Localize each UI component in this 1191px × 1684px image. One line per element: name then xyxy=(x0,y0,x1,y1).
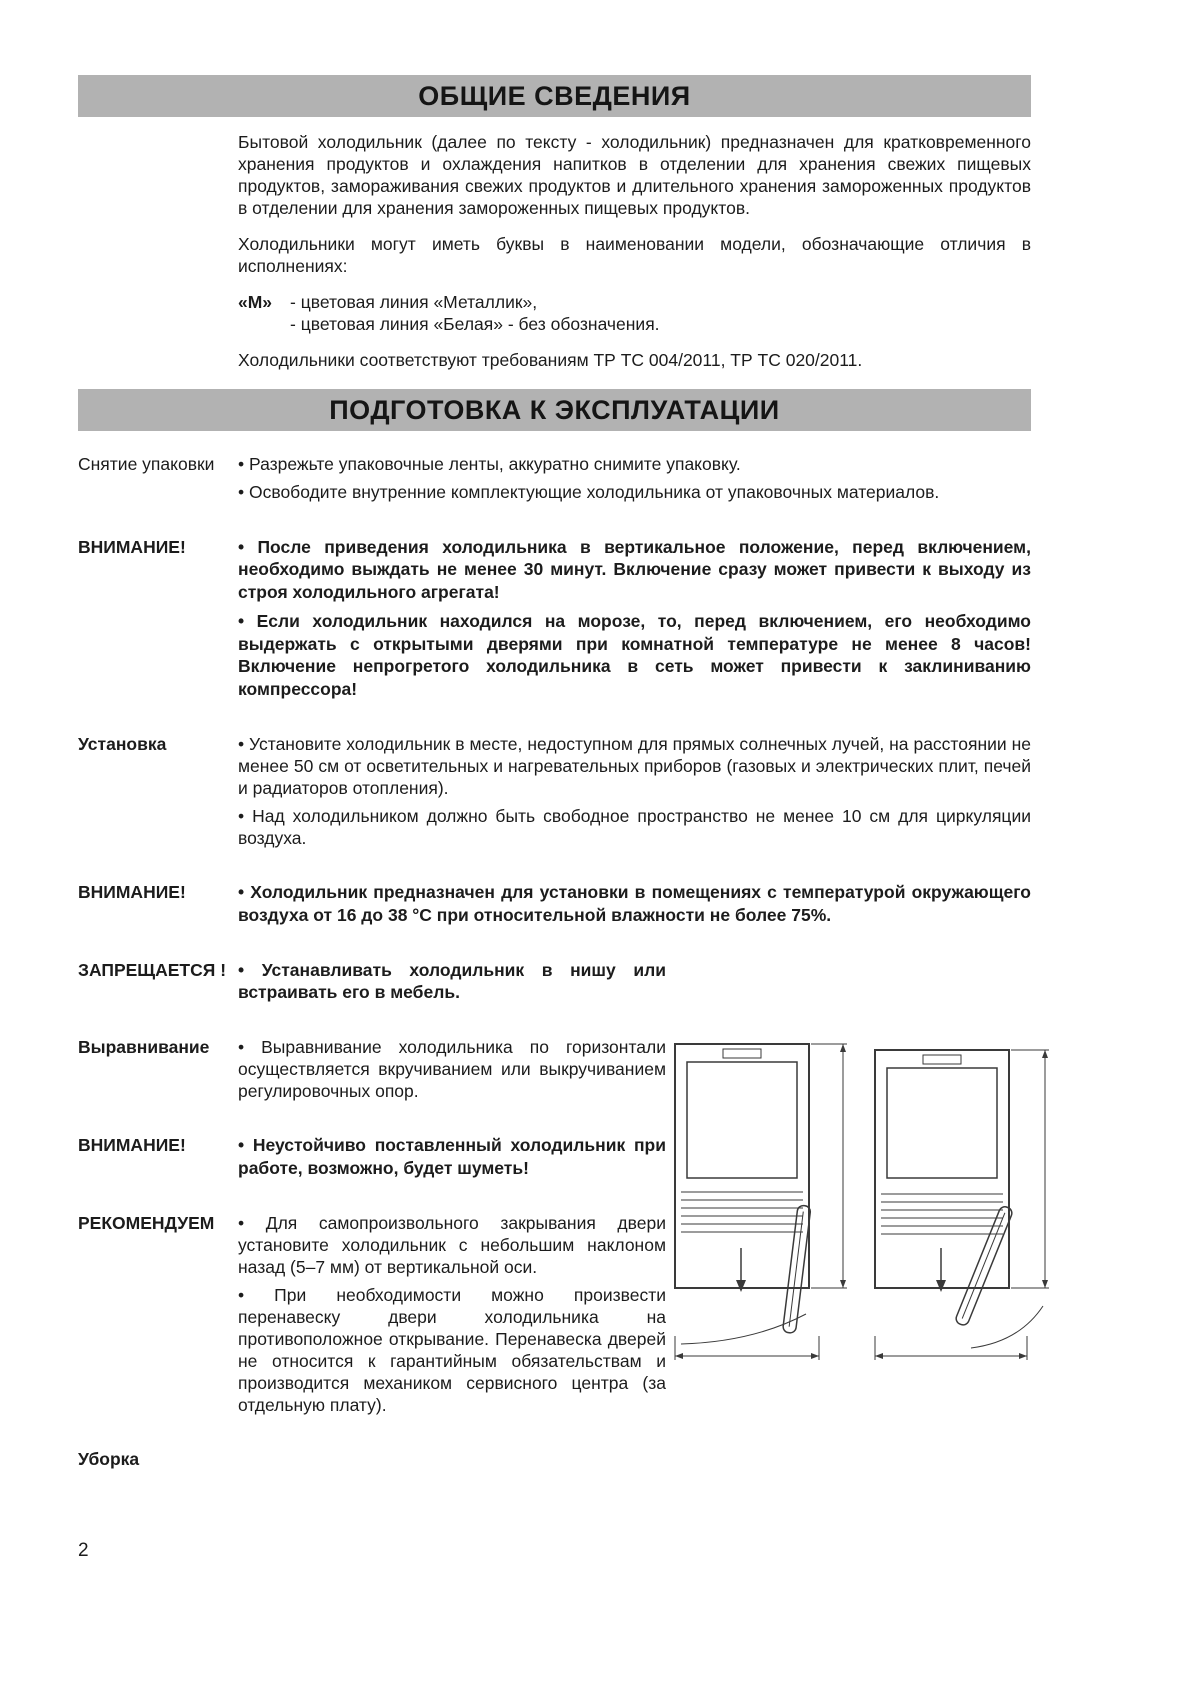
door-swing-figures xyxy=(667,1036,1053,1366)
row-label: РЕКОМЕНДУЕМ xyxy=(78,1212,215,1233)
row-text: • Установите холодильник в месте, недоступном для прямых солнечных лучей, на расстоянии не менее 50 см от осветительных и нагревательных приборов (газовых и электрических плит, печей и радиаторов отопления). xyxy=(238,733,1031,798)
row-attention-2 xyxy=(78,881,1031,933)
preparation-rows xyxy=(78,453,1031,1470)
model-line: - цветовая линия «Металлик», xyxy=(290,292,538,313)
model-color-lines xyxy=(290,291,660,335)
row-text-block xyxy=(238,959,666,1011)
general-intro xyxy=(238,131,1031,371)
row-label: Снятие упаковки xyxy=(78,454,215,475)
row-text: • После приведения холодильника в вертикальное положение, перед включением, необходимо выждать не менее 30 минут. Включение сразу может привести к выходу из строя холодильного агрегата! xyxy=(238,536,1031,603)
row-installation xyxy=(78,733,1031,855)
fridge-door-swing-diagram-left xyxy=(667,1036,853,1366)
row-label: ВНИМАНИЕ! xyxy=(78,882,186,902)
model-letter: «М» xyxy=(238,292,273,313)
row-text-block xyxy=(238,536,1031,707)
row-label: Уборка xyxy=(78,1449,140,1470)
row-text: • Устанавливать холодильник в нишу или встраивать его в мебель. xyxy=(238,959,666,1003)
row-text-block xyxy=(238,881,1031,933)
row-text: • Разрежьте упаковочные ленты, аккуратно снимите упаковку. xyxy=(238,454,741,475)
row-label: Установка xyxy=(78,733,167,754)
rows-with-figures xyxy=(78,1036,1031,1422)
model-line: - цветовая линия «Белая» - без обозначения. xyxy=(290,314,660,335)
section-header-preparation: ПОДГОТОВКА К ЭКСПЛУАТАЦИИ xyxy=(78,389,1031,431)
general-paragraph: Бытовой холодильник (далее по тексту - холодильник) предназначен для кратковременного хранения продуктов и охлаждения напитков в отделении для хранения свежих пищевых продуктов, замораживания свежих продуктов и длительного хранения замороженных продуктов в отделении для хранения замороженных пищевых продуктов. xyxy=(238,132,1031,219)
row-cleaning xyxy=(78,1448,1031,1470)
row-label: ВНИМАНИЕ! xyxy=(78,1135,186,1156)
section-header-general: ОБЩИЕ СВЕДЕНИЯ xyxy=(78,75,1031,117)
row-text: • Если холодильник находился на морозе, то, перед включением, его необходимо выдержать с открытыми дверями при комнатной температуре не менее 8 часов! Включение непрогретого холодильника в сеть может привести к заклиниванию компрессора! xyxy=(238,610,1031,700)
row-text: • Для самопроизвольного закрывания двери установите холодильник с небольшим наклоном назад (5–7 мм) от вертикальной оси. xyxy=(238,1212,666,1277)
row-forbidden xyxy=(78,959,1031,1011)
row-text: • При необходимости можно произвести перенавеску двери холодильника на противоположное открывание. Перенавеска дверей не относится к гарантийным обязательствам и производится механиком сервисного центра (за отдельную плату). xyxy=(238,1284,666,1416)
general-paragraph: Холодильники соответствуют требованиям ТР ТС 004/2011, ТР ТС 020/2011. xyxy=(238,350,863,371)
page-number: 2 xyxy=(78,1540,89,1561)
row-text-block xyxy=(238,733,1031,855)
row-text: • Выравнивание холодильника по горизонтали осуществляется вкручиванием или выкручиванием регулировочных опор. xyxy=(238,1037,666,1102)
row-text: • Неустойчиво поставленный холодильник при работе, возможно, будет шуметь! xyxy=(238,1135,666,1178)
row-text: • Над холодильником должно быть свободное пространство не менее 10 см для циркуляции воздуха. xyxy=(238,805,1031,848)
model-designations xyxy=(238,291,1031,335)
row-attention-1 xyxy=(78,536,1031,707)
row-unpacking xyxy=(78,453,1031,509)
general-paragraph: Холодильники могут иметь буквы в наименовании модели, обозначающие отличия в исполнениях: xyxy=(238,234,1031,277)
row-label: ВНИМАНИЕ! xyxy=(78,536,186,557)
row-text-block xyxy=(238,453,1031,509)
row-text: • Холодильник предназначен для установки в помещениях с температурой окружающего воздуха от 16 до 38 °С при относительной влажности не более 75%. xyxy=(238,882,1031,925)
row-text-block xyxy=(238,1448,1031,1470)
row-label: ЗАПРЕЩАЕТСЯ ! xyxy=(78,959,227,980)
row-label: Выравнивание xyxy=(78,1037,210,1057)
fridge-door-swing-diagram-right xyxy=(867,1036,1053,1366)
row-text: • Освободите внутренние комплектующие холодильника от упаковочных материалов. xyxy=(238,482,940,503)
row-text-block xyxy=(238,1134,666,1186)
row-text-block xyxy=(238,1212,666,1422)
row-text-block xyxy=(238,1036,666,1108)
